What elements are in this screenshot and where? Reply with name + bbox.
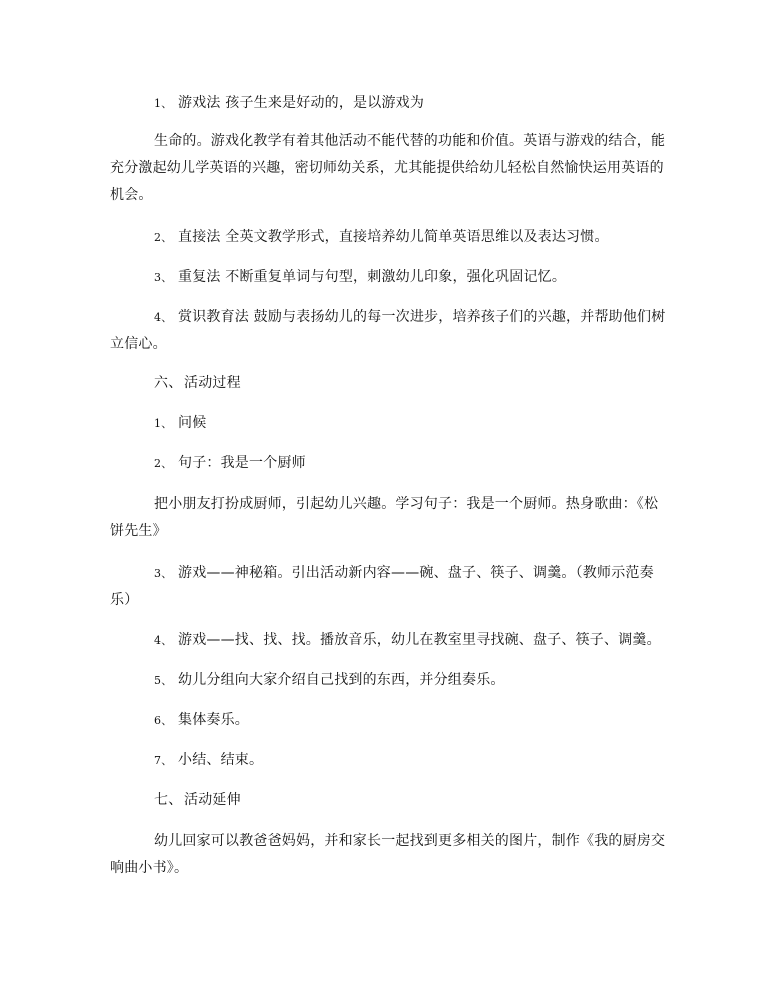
section-title: 活动延伸 bbox=[184, 792, 241, 808]
item-text: 幼儿分组向大家介绍自己找到的东西，并分组奏乐。 bbox=[178, 672, 505, 688]
item-number: 4、 bbox=[154, 311, 173, 324]
paragraph-line: 响曲小书》。 bbox=[110, 860, 189, 876]
paragraph-line: 乐） bbox=[110, 592, 139, 608]
paragraph-line: 生命的。游戏化教学有着其他活动不能代替的功能和价值。英语与游戏的结合，能 bbox=[154, 133, 666, 149]
item-number: 1、 bbox=[154, 417, 173, 430]
paragraph-line: 幼儿回家可以教爸爸妈妈，并和家长一起找到更多相关的图片，制作《我的厨房交 bbox=[154, 833, 666, 849]
process-item-2 bbox=[154, 450, 306, 477]
item-text: 集体奏乐。 bbox=[178, 712, 249, 728]
item-number: 7、 bbox=[154, 754, 173, 767]
item-number: 3、 bbox=[154, 271, 173, 284]
item-text: 游戏——找、找、找。播放音乐，幼儿在教室里寻找碗、盘子、筷子、调羹。 bbox=[178, 632, 661, 648]
process-item-5 bbox=[154, 667, 505, 694]
item-number: 1、 bbox=[154, 97, 173, 110]
paragraph-line: 饼先生》 bbox=[110, 523, 167, 539]
section-heading-6 bbox=[154, 370, 241, 396]
item-number: 3、 bbox=[154, 567, 173, 580]
method-item-3 bbox=[154, 264, 566, 291]
process-item-1 bbox=[154, 410, 206, 437]
item-text: 直接法 全英文教学形式，直接培养幼儿简单英语思维以及表达习惯。 bbox=[178, 229, 609, 245]
method-item-1 bbox=[154, 90, 424, 117]
paragraph-line: 充分激起幼儿学英语的兴趣，密切师幼关系，尤其能提供给幼儿轻松自然愉快运用英语的 bbox=[110, 160, 664, 176]
paragraph-line: 机会。 bbox=[110, 187, 153, 203]
item-number: 2、 bbox=[154, 457, 173, 470]
method-item-4 bbox=[154, 304, 665, 331]
paragraph-line: 把小朋友打扮成厨师，引起幼儿兴趣。学习句子：我是一个厨师。热身歌曲：《松 bbox=[154, 496, 659, 512]
section-title: 活动过程 bbox=[184, 375, 241, 391]
item-text: 游戏——神秘箱。引出活动新内容——碗、盘子、筷子、调羹。（教师示范奏 bbox=[178, 565, 654, 581]
item-text: 赏识教育法 鼓励与表扬幼儿的每一次进步，培养孩子们的兴趣，并帮助他们树 bbox=[178, 309, 666, 325]
item-text: 小结、结束。 bbox=[178, 752, 264, 768]
process-item-3 bbox=[154, 560, 654, 587]
item-text: 游戏法 孩子生来是好动的，是以游戏为 bbox=[178, 95, 425, 111]
item-number: 6、 bbox=[154, 714, 173, 727]
section-number: 七、 bbox=[154, 792, 183, 808]
item-number: 2、 bbox=[154, 231, 173, 244]
section-heading-7 bbox=[154, 787, 241, 813]
process-item-7 bbox=[154, 747, 263, 774]
process-item-4 bbox=[154, 627, 661, 654]
section-number: 六、 bbox=[154, 375, 183, 391]
item-number: 5、 bbox=[154, 674, 173, 687]
item-text: 句子：我是一个厨师 bbox=[178, 455, 306, 471]
process-item-6 bbox=[154, 707, 249, 734]
paragraph-line: 立信心。 bbox=[110, 336, 167, 352]
item-number: 4、 bbox=[154, 634, 173, 647]
method-item-2 bbox=[154, 224, 609, 251]
item-text: 重复法 不断重复单词与句型，刺激幼儿印象，强化巩固记忆。 bbox=[178, 269, 567, 285]
item-text: 问候 bbox=[178, 415, 207, 431]
